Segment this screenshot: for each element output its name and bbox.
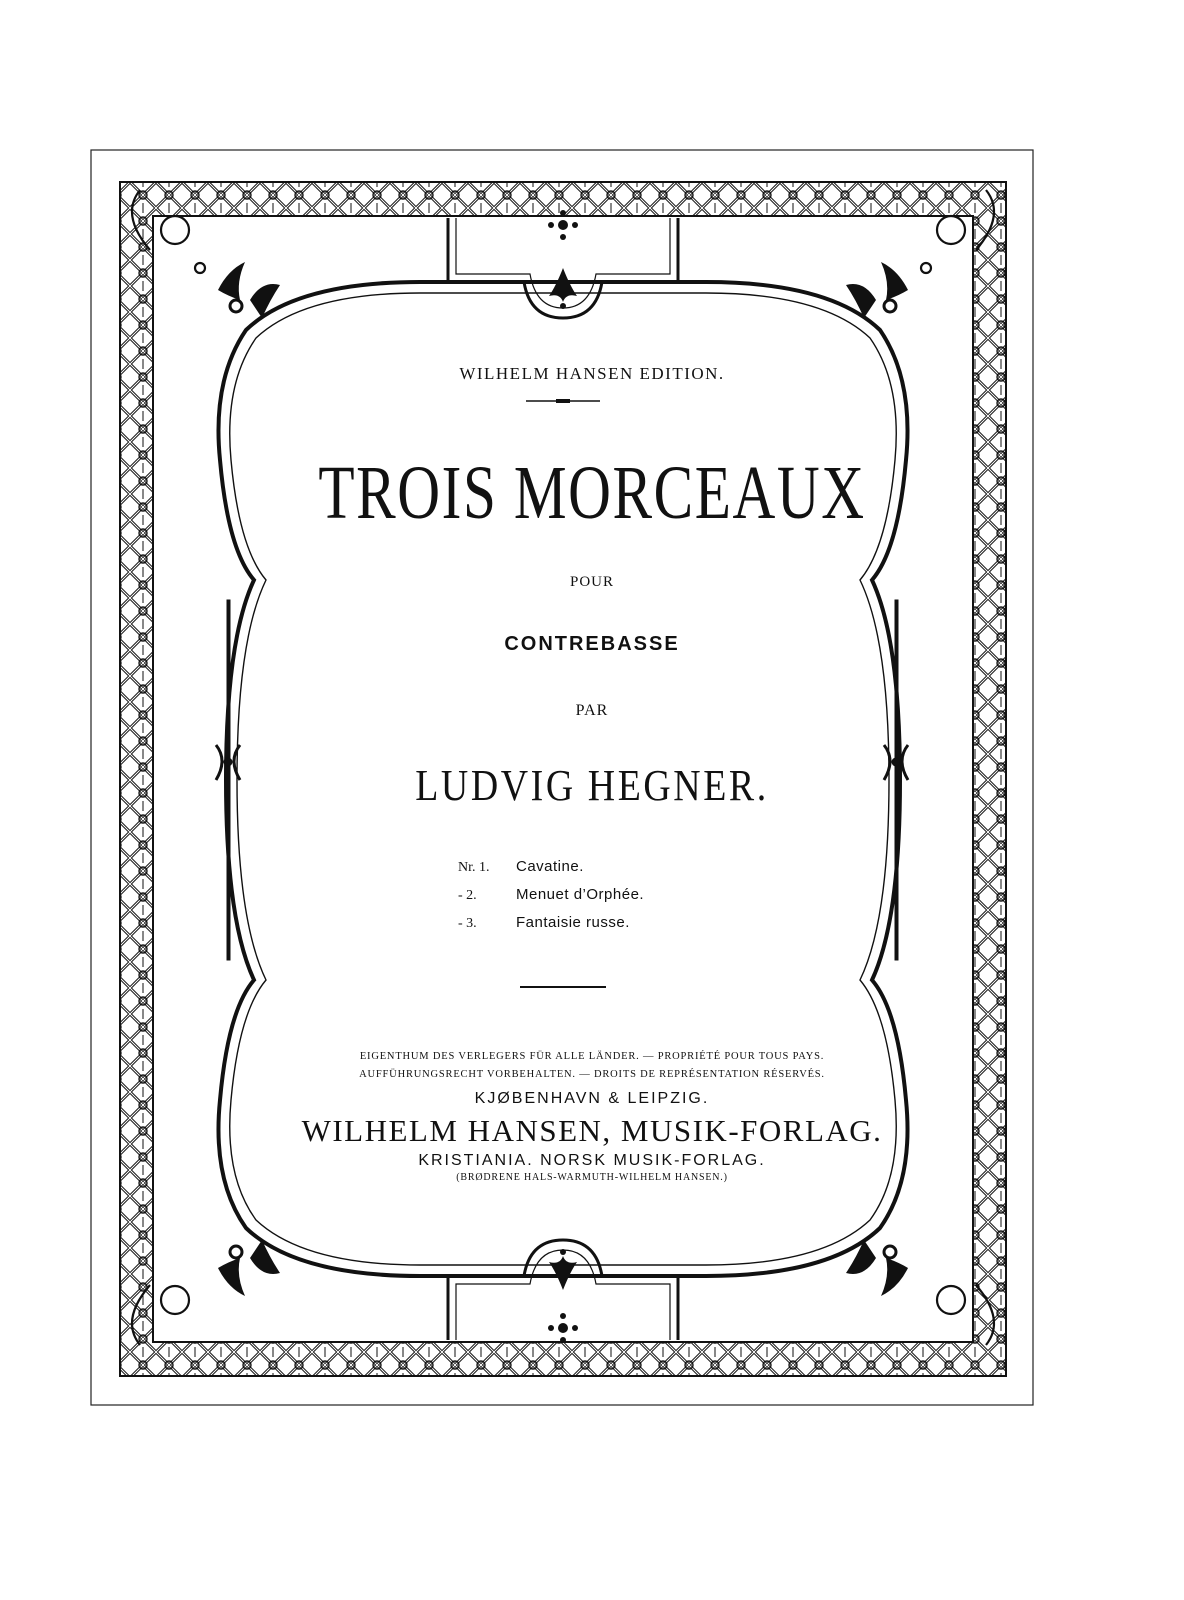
publisher-branch: KRISTIANIA. NORSK MUSIK-FORLAG.: [418, 1152, 766, 1169]
piece-number: - 3.: [458, 916, 477, 931]
piece-title: Cavatine.: [516, 858, 584, 875]
pour-label: POUR: [569, 574, 614, 590]
piece-title: Fantaisie russe.: [516, 914, 630, 931]
publisher-name: WILHELM HANSEN, MUSIK-FORLAG.: [301, 1113, 883, 1148]
rights-notice-2: AUFFÜHRUNGSRECHT VORBEHALTEN. — DROITS DE REPRÉSENTATION RÉSERVÉS.: [359, 1069, 825, 1080]
edition-label: WILHELM HANSEN EDITION.: [459, 364, 725, 383]
par-label: PAR: [575, 702, 609, 719]
piece-item: [458, 880, 644, 908]
rights-notice-1: EIGENTHUM DES VERLEGERS FÜR ALLE LÄNDER. — PROPRIÉTÉ POUR TOUS PAYS.: [359, 1051, 825, 1062]
instrument-label: CONTREBASSE: [504, 633, 680, 655]
piece-item: [458, 852, 644, 880]
piece-item: [458, 908, 644, 936]
work-title: TROIS MORCEAUX: [318, 451, 866, 535]
composer-name: LUDVIG HEGNER.: [415, 761, 769, 810]
piece-title: Menuet d’Orphée.: [516, 886, 645, 903]
piece-list: [458, 852, 644, 936]
piece-number: - 2.: [458, 888, 477, 903]
piece-number: Nr. 1.: [458, 860, 490, 875]
publisher-branch-note: (BRØDRENE HALS-WARMUTH-WILHELM HANSEN.): [456, 1172, 728, 1183]
publisher-cities: KJØBENHAVN & LEIPZIG.: [474, 1090, 710, 1107]
